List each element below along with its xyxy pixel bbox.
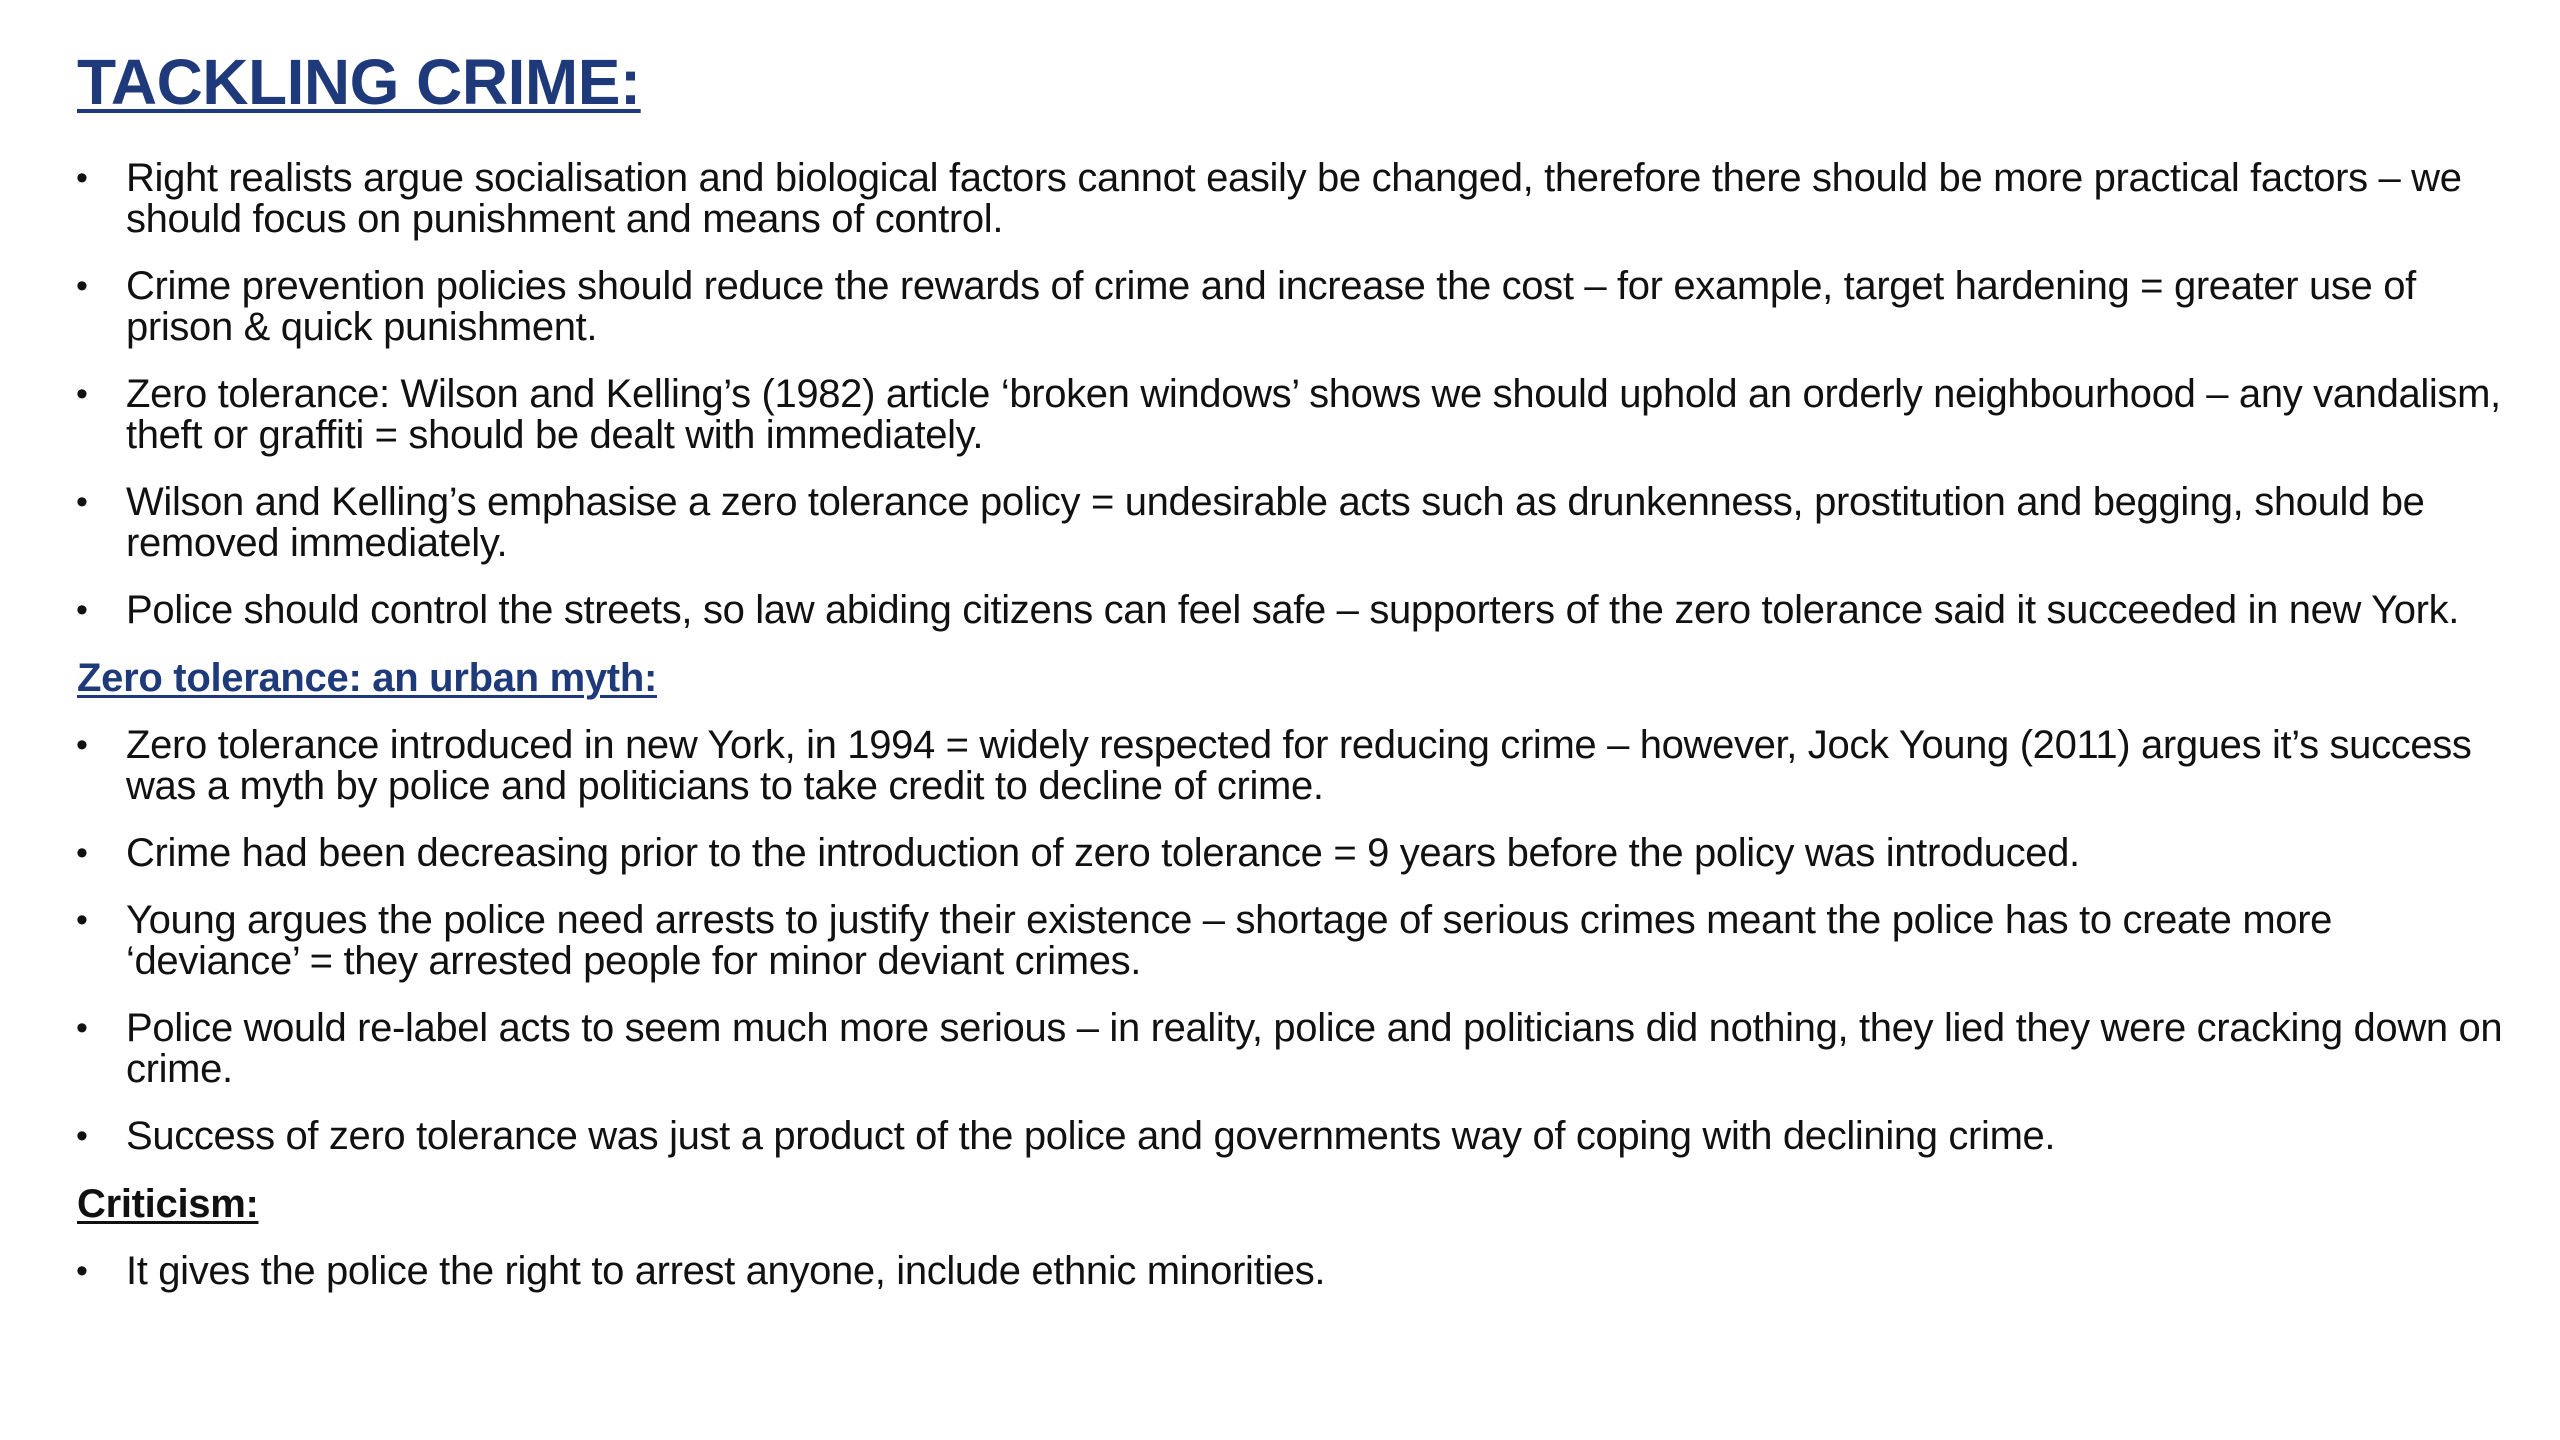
- bullet-item: [70, 590, 2510, 631]
- bullet-text: Wilson and Kelling’s emphasise a zero tolerance policy = undesirable acts such as drunkenness, prostitution and begging, should be removed immediately.: [126, 480, 2425, 565]
- bullet-text: Zero tolerance: Wilson and Kelling’s (1982) article ‘broken windows’ shows we should uphold an orderly neighbourhood – any vandalism, theft or graffiti = should be dealt with immediately.: [126, 372, 2501, 457]
- bullet-item: [70, 1008, 2510, 1090]
- bullet-text: Police should control the streets, so law abiding citizens can feel safe – supporters of the zero tolerance said it succeeded in new York.: [126, 588, 2460, 632]
- slide-title: TACKLING CRIME:: [77, 46, 641, 118]
- section-heading-urban-myth: Zero tolerance: an urban myth:: [77, 656, 657, 700]
- bullet-dot-icon: •: [76, 1117, 88, 1155]
- bullet-item: [70, 266, 2510, 348]
- bullet-dot-icon: •: [76, 901, 88, 939]
- bullet-item: [70, 482, 2510, 564]
- bullet-item: [70, 374, 2510, 456]
- slide-content: [70, 158, 2510, 1292]
- bullet-text: It gives the police the right to arrest anyone, include ethnic minorities.: [126, 1249, 1326, 1293]
- bullet-item: [70, 1251, 2510, 1292]
- bullet-dot-icon: •: [76, 1009, 88, 1047]
- bullet-dot-icon: •: [76, 159, 88, 197]
- bullet-dot-icon: •: [76, 834, 88, 872]
- bullet-text: Right realists argue socialisation and biological factors cannot easily be changed, therefore there should be more practical factors – we should focus on punishment and means of control.: [126, 156, 2462, 241]
- bullet-dot-icon: •: [76, 1252, 88, 1290]
- bullet-item: [70, 1116, 2510, 1157]
- bullet-item: [70, 900, 2510, 982]
- bullet-text: Zero tolerance introduced in new York, in 1994 = widely respected for reducing crime – however, Jock Young (2011) argues it’s success was a myth by police and politicians to take credit to decline of crime.: [126, 723, 2472, 808]
- bullet-text: Success of zero tolerance was just a product of the police and governments way of coping with declining crime.: [126, 1114, 2056, 1158]
- section3-bullet-list: [70, 1251, 2510, 1292]
- bullet-item: [70, 725, 2510, 807]
- bullet-text: Crime had been decreasing prior to the introduction of zero tolerance = 9 years before the policy was introduced.: [126, 831, 2080, 875]
- bullet-dot-icon: •: [76, 726, 88, 764]
- bullet-dot-icon: •: [76, 483, 88, 521]
- bullet-dot-icon: •: [76, 267, 88, 305]
- section2-bullet-list: [70, 725, 2510, 1157]
- bullet-item: [70, 158, 2510, 240]
- bullet-text: Young argues the police need arrests to justify their existence – shortage of serious crimes meant the police has to create more ‘deviance’ = they arrested people for minor deviant crimes.: [126, 898, 2333, 983]
- section-heading-criticism: Criticism:: [77, 1182, 259, 1226]
- bullet-text: Crime prevention policies should reduce the rewards of crime and increase the cost – for example, target hardening = greater use of prison & quick punishment.: [126, 264, 2416, 349]
- section1-bullet-list: [70, 158, 2510, 631]
- bullet-dot-icon: •: [76, 375, 88, 413]
- bullet-item: [70, 833, 2510, 874]
- bullet-dot-icon: •: [76, 591, 88, 629]
- bullet-text: Police would re-label acts to seem much more serious – in reality, police and politicians did nothing, they lied they were cracking down on crime.: [126, 1006, 2503, 1091]
